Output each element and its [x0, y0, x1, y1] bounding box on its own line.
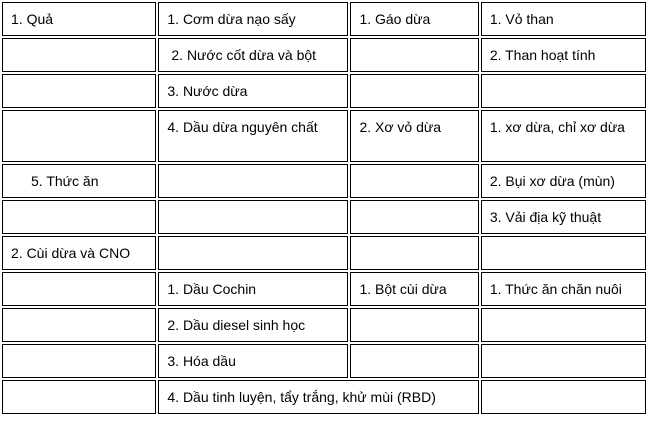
table-cell: 2. Cùi dừa và CNO — [2, 236, 156, 270]
table-cell: 4. Dầu dừa nguyên chất — [158, 110, 348, 162]
table-cell — [350, 74, 478, 108]
table-row — [2, 38, 646, 72]
table-cell — [2, 74, 156, 108]
table-cell: 1. Cơm dừa nạo sấy — [158, 2, 348, 36]
table-cell — [158, 236, 348, 270]
table-cell: 2. Than hoạt tính — [481, 38, 646, 72]
table-cell: 2. Nước cốt dừa và bột — [158, 38, 348, 72]
table-row — [2, 380, 646, 414]
table-cell: 3. Vải địa kỹ thuật — [481, 200, 646, 234]
table-cell — [2, 380, 156, 414]
table-cell — [2, 110, 156, 162]
table-cell: 2. Xơ vỏ dừa — [350, 110, 478, 162]
table-cell — [481, 308, 646, 342]
table-cell — [350, 164, 478, 198]
table-cell — [2, 38, 156, 72]
table-cell: 1. Gáo dừa — [350, 2, 478, 36]
table-cell — [350, 236, 478, 270]
table-cell — [481, 74, 646, 108]
table-cell: 1. Bột cùi dừa — [350, 272, 478, 306]
table-cell: 3. Nước dừa — [158, 74, 348, 108]
table-row — [2, 110, 646, 162]
table-cell: 1. Vỏ than — [481, 2, 646, 36]
table-row — [2, 272, 646, 306]
table-row — [2, 2, 646, 36]
table-cell — [350, 344, 478, 378]
table-cell — [481, 380, 646, 414]
table-cell: 5. Thức ăn — [2, 164, 156, 198]
table-row — [2, 200, 646, 234]
table-cell — [2, 344, 156, 378]
table-cell — [350, 38, 478, 72]
table-cell — [350, 200, 478, 234]
table-cell — [2, 200, 156, 234]
table-cell: 1. Dầu Cochin — [158, 272, 348, 306]
table-cell: 3. Hóa dầu — [158, 344, 348, 378]
table-row — [2, 236, 646, 270]
table-cell: 1. Quả — [2, 2, 156, 36]
table-row — [2, 164, 646, 198]
table-row — [2, 74, 646, 108]
table-cell: 1. xơ dừa, chỉ xơ dừa — [481, 110, 646, 162]
table-cell — [481, 344, 646, 378]
table-cell: 4. Dầu tinh luyện, tẩy trắng, khử mùi (RBD) — [158, 380, 478, 414]
table-cell: 1. Thức ăn chăn nuôi — [481, 272, 646, 306]
table-cell: 2. Dầu diesel sinh học — [158, 308, 348, 342]
table-cell — [350, 308, 478, 342]
table-cell: 2. Bụi xơ dừa (mùn) — [481, 164, 646, 198]
table-cell — [158, 164, 348, 198]
table-cell — [481, 236, 646, 270]
table-cell — [2, 308, 156, 342]
table-cell — [2, 272, 156, 306]
table-cell — [158, 200, 348, 234]
table-row — [2, 344, 646, 378]
table-row — [2, 308, 646, 342]
